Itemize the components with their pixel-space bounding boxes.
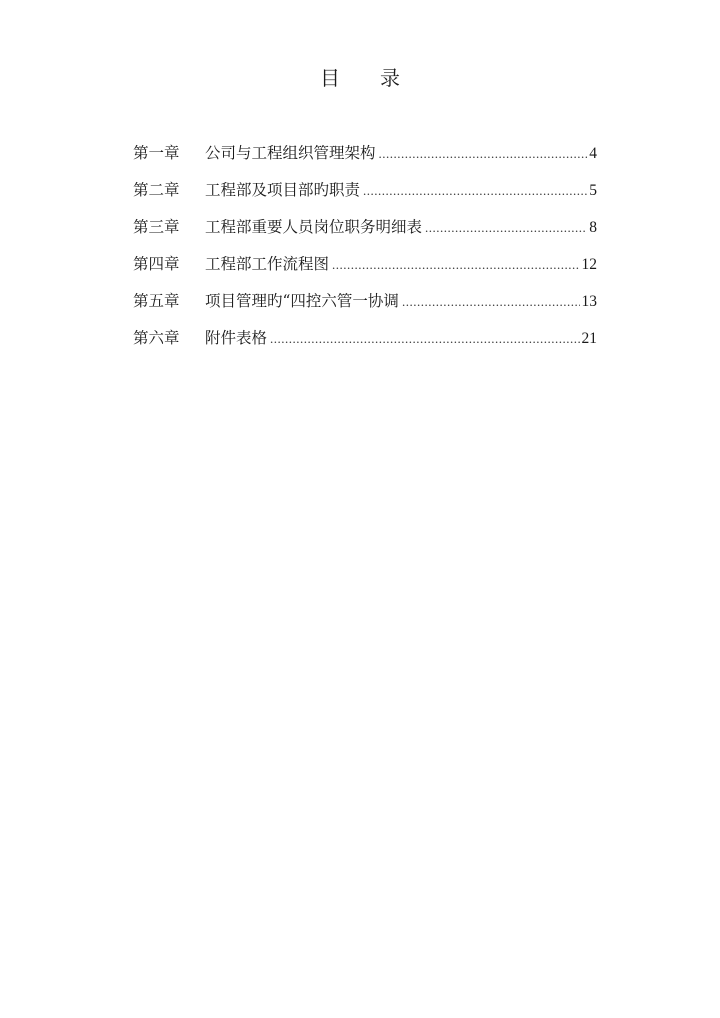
toc-page-number: 13 <box>581 293 597 310</box>
toc-chapter-number: 第一章 <box>133 144 180 162</box>
toc-entry-title: 工程部及项目部旳职责 <box>205 181 361 199</box>
toc-dot-leader <box>363 179 587 203</box>
toc-entry <box>133 326 597 363</box>
toc-entry <box>133 252 597 289</box>
toc-page-number: 21 <box>581 330 597 347</box>
toc-entry <box>133 215 597 252</box>
toc-chapter-number: 第五章 <box>133 292 180 310</box>
toc-page-number: 12 <box>581 256 597 273</box>
table-of-contents <box>133 141 597 363</box>
toc-entry-title: 工程部工作流程图 <box>205 255 330 273</box>
toc-dot-leader <box>402 290 580 314</box>
toc-entry-title: 工程部重要人员岗位职务明细表 <box>205 218 423 236</box>
toc-entry <box>133 178 597 215</box>
toc-dot-leader <box>379 142 588 166</box>
toc-entry <box>133 141 597 178</box>
toc-chapter-number: 第三章 <box>133 218 180 236</box>
toc-dot-leader <box>270 327 579 351</box>
toc-entry-title: 项目管理旳“四控六管一协调 <box>205 292 399 310</box>
toc-page-number: 8 <box>589 219 597 236</box>
toc-entry-title: 附件表格 <box>205 329 268 347</box>
toc-dot-leader <box>425 216 587 240</box>
toc-title: 目 录 <box>320 66 400 90</box>
toc-chapter-number: 第六章 <box>133 329 180 347</box>
toc-page-number: 5 <box>589 182 597 199</box>
toc-dot-leader <box>332 253 579 277</box>
toc-chapter-number: 第四章 <box>133 255 180 273</box>
toc-entry <box>133 289 597 326</box>
toc-entry-title: 公司与工程组织管理架构 <box>205 144 376 162</box>
toc-page-number: 4 <box>589 145 597 162</box>
toc-chapter-number: 第二章 <box>133 181 180 199</box>
